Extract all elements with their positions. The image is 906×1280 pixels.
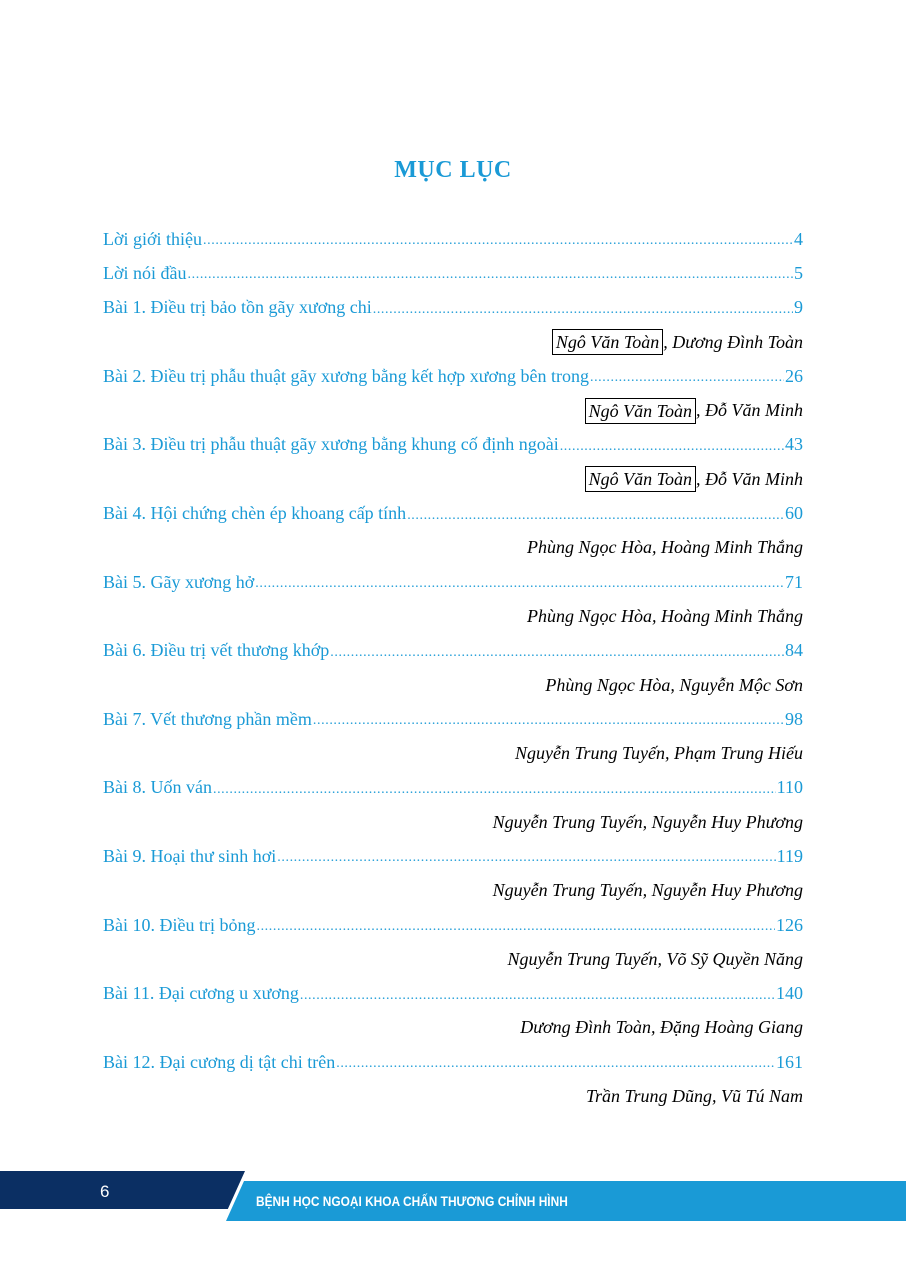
author-names: Nguyễn Trung Tuyến, Phạm Trung Hiếu (514, 743, 803, 764)
toc-entry-bai-11[interactable] (103, 977, 803, 1011)
toc-entry-title: Bài 11. Đại cương u xương (103, 983, 299, 1004)
toc-entry-bai-2[interactable] (103, 359, 803, 393)
toc-entry-bai-12[interactable] (103, 1045, 803, 1079)
toc-authors-bai-9 (103, 874, 803, 908)
toc-entry-title: Bài 7. Vết thương phần mềm (103, 708, 312, 729)
toc-entry-title: Bài 4. Hội chứng chèn ép khoang cấp tính (103, 503, 407, 524)
author-names: , Đỗ Văn Minh (696, 400, 803, 421)
author-names: Nguyễn Trung Tuyến, Nguyễn Huy Phương (492, 811, 803, 832)
toc-page-number: 119 (776, 845, 803, 866)
toc-authors-bai-12 (103, 1079, 803, 1113)
toc-page-number: 5 (794, 262, 803, 283)
dot-leader (560, 439, 784, 455)
toc-entry-loi-noi-dau[interactable] (103, 256, 803, 290)
dot-leader (300, 988, 775, 1004)
toc-entry-bai-6[interactable] (103, 634, 803, 668)
toc-authors-bai-4 (103, 531, 803, 565)
toc-entry-title: Bài 6. Điều trị vết thương khớp (103, 640, 330, 661)
toc-entry-bai-8[interactable] (103, 771, 803, 805)
author-names: Phùng Ngọc Hòa, Hoàng Minh Thắng (527, 537, 803, 558)
toc-page-number: 110 (776, 777, 803, 798)
toc-page-number: 9 (794, 297, 803, 318)
dot-leader (277, 850, 775, 866)
toc-entry-bai-1[interactable] (103, 291, 803, 325)
toc-authors-bai-5 (103, 599, 803, 633)
toc-authors-bai-1 (103, 325, 803, 359)
dot-leader (330, 645, 784, 661)
author-names: , Dương Đình Toàn (663, 331, 803, 352)
toc-entry-title: Bài 2. Điều trị phẫu thuật gãy xương bằng kết hợp xương bên trong (103, 365, 589, 386)
dot-leader (336, 1056, 775, 1072)
table-of-contents (103, 222, 803, 1114)
boxed-author-name: Ngô Văn Toàn (585, 398, 696, 424)
dot-leader (256, 919, 775, 935)
footer-page-number-band (0, 1171, 245, 1209)
toc-page-number: 161 (776, 1051, 803, 1072)
toc-authors-bai-6 (103, 668, 803, 702)
toc-page-number: 84 (785, 640, 803, 661)
author-names: Trần Trung Dũng, Vũ Tú Nam (585, 1086, 803, 1107)
page-title: MỤC LỤC (394, 157, 512, 183)
toc-entry-bai-4[interactable] (103, 496, 803, 530)
dot-leader (407, 508, 784, 524)
toc-authors-bai-2 (103, 393, 803, 427)
toc-entry-bai-10[interactable] (103, 908, 803, 942)
dot-leader (255, 576, 784, 592)
author-names: Nguyễn Trung Tuyến, Nguyễn Huy Phương (492, 880, 803, 901)
toc-authors-bai-10 (103, 942, 803, 976)
dot-leader (590, 370, 784, 386)
toc-authors-bai-7 (103, 736, 803, 770)
toc-entry-title: Lời giới thiệu (103, 228, 203, 249)
toc-entry-title: Bài 10. Điều trị bỏng (103, 914, 256, 935)
footer-page-number: 6 (100, 1182, 110, 1201)
dot-leader (373, 302, 793, 318)
toc-entry-title: Bài 12. Đại cương dị tật chi trên (103, 1051, 336, 1072)
toc-entry-title: Bài 5. Gãy xương hở (103, 571, 255, 592)
toc-authors-bai-8 (103, 805, 803, 839)
toc-page-number: 4 (794, 228, 803, 249)
toc-page-number: 71 (785, 571, 803, 592)
toc-page-number: 60 (785, 503, 803, 524)
toc-entry-title: Lời nói đầu (103, 262, 187, 283)
toc-page-number: 140 (776, 983, 803, 1004)
author-names: Dương Đình Toàn, Đặng Hoàng Giang (520, 1017, 803, 1038)
toc-entry-bai-9[interactable] (103, 839, 803, 873)
boxed-author-name: Ngô Văn Toàn (585, 466, 696, 492)
toc-page-number: 43 (785, 434, 803, 455)
dot-leader (213, 782, 776, 798)
dot-leader (313, 713, 784, 729)
toc-entry-loi-gioi-thieu[interactable] (103, 222, 803, 256)
toc-entry-title: Bài 8. Uốn ván (103, 777, 212, 798)
toc-entry-title: Bài 3. Điều trị phẫu thuật gãy xương bằng khung cố định ngoài (103, 434, 559, 455)
toc-entry-bai-3[interactable] (103, 428, 803, 462)
boxed-author-name: Ngô Văn Toàn (552, 329, 663, 355)
dot-leader (203, 233, 793, 249)
toc-authors-bai-11 (103, 1011, 803, 1045)
toc-entry-bai-5[interactable] (103, 565, 803, 599)
author-names: Phùng Ngọc Hòa, Nguyễn Mộc Sơn (545, 674, 803, 695)
author-names: Phùng Ngọc Hòa, Hoàng Minh Thắng (527, 605, 803, 626)
toc-entry-title: Bài 1. Điều trị bảo tồn gãy xương chi (103, 297, 372, 318)
toc-page-number: 98 (785, 708, 803, 729)
dot-leader (188, 267, 793, 283)
toc-entry-title: Bài 9. Hoại thư sinh hơi (103, 845, 277, 866)
footer-book-title: BỆNH HỌC NGOẠI KHOA CHẤN THƯƠNG CHỈNH HÌNH (256, 1193, 568, 1209)
author-names: , Đỗ Văn Minh (696, 468, 803, 489)
author-names: Nguyễn Trung Tuyến, Võ Sỹ Quyền Năng (507, 948, 803, 969)
toc-entry-bai-7[interactable] (103, 702, 803, 736)
toc-page-number: 26 (785, 365, 803, 386)
toc-page-number: 126 (776, 914, 803, 935)
toc-authors-bai-3 (103, 462, 803, 496)
